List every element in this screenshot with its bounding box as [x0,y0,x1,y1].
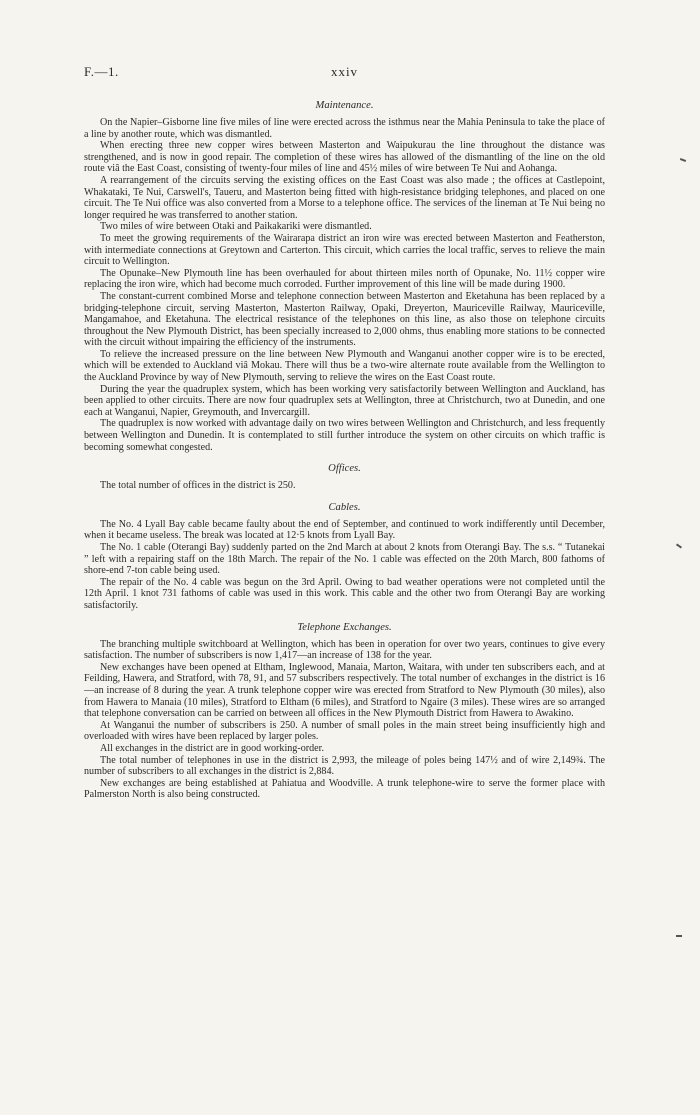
section-telephone-exchanges [84,621,605,801]
paragraph: A rearrangement of the circuits serving the existing offices on the East Coast was also made ; the offices at Castlepoint, Whakataki, Te Nui, Carswell's, Taueru, and Masterton being fitted with high-resistance bridging telephones, and placed on one circuit. The Te Nui office was also converted from a Morse to a telephone office. The services of the lineman at Te Nui being no longer required he was transferred to another station. [84,174,605,221]
section-maintenance [84,99,605,453]
paragraph: To relieve the increased pressure on the line between New Plymouth and Wanganui another copper wire is to be erected, which will be extended to Auckland viâ Mokau. There will thus be a two-wire alternate route available from the Wellington to the Auckland Province by way of New Plymouth, serving to relieve the wires on the East Coast route. [84,348,605,384]
paragraph: To meet the growing requirements of the Wairarapa district an iron wire was erected between Masterton and Featherston, with intermediate connections at Greytown and Carterton. This circuit, which carries the local traffic, serves to relieve the main circuit to Wellington. [84,232,605,268]
paragraph: The repair of the No. 4 cable was begun on the 3rd April. Owing to bad weather operations were not completed until the 12th April. 1 knot 731 fathoms of cable was used in this work. This cable and the other two from Oterangi Bay are working satisfactorily. [84,576,605,611]
page-number: xxiv [330,64,359,79]
section-cables [84,501,605,612]
section-heading: Maintenance. [315,100,374,111]
section-heading: Telephone Exchanges. [297,621,392,633]
section-heading: Cables. [328,501,361,513]
paragraph: During the year the quadruplex system, which has been working very satisfactorily between Wellington and Auckland, has been applied to other circuits. There are now four quadruplex sets at Wellington, three at Christchurch, two at Dunedin, and one each at Wanganui, Napier, Greymouth, and Invercargill. [84,383,605,418]
paragraph: Two miles of wire between Otaki and Paikakariki were dismantled. [100,221,372,233]
paragraph: The total number of telephones in use in the district is 2,993, the mileage of poles being 147½ and of wire 2,149¾. The number of subscribers to all exchanges in the district is 2,884. [84,754,605,778]
paragraph: New exchanges have been opened at Eltham, Inglewood, Manaia, Marton, Waitara, with under ten subscribers each, and at Feilding, Hawera, and Stratford, with 78, 91, and 57 subscribers respectively. The total number of exchanges in the district is 16—an increase of 8 during the year. A trunk telephone copper wire was erected from Stratford to New Plymouth (30 miles), also from Hawera to Manaia (10 miles), Stratford to Eltham (6 miles), and Stratford to Ngaire (3 miles). These wires are so arranged that telephone conversation can be carried on between all offices in the New Plymouth District from Hawera to Awakino. [84,661,605,720]
margin-mark [676,935,682,937]
paragraph: The constant-current combined Morse and telephone connection between Masterton and Eketahuna has been replaced by a bridging-telephone circuit, serving Masterton, Masterton Railway, Opaki, Dreyerton, Mauriceville Railway, Mauriceville, Mangamahoe, and Eketahuna. The electrical resistance of the telephones on this line, as also those on telephone circuits throughout the New Plymouth District, has been specially increased to 2,000 ohms, thus enabling more stations to be connected with the circuit without impairing the efficiency of the instruments. [84,290,605,349]
paragraph: The No. 4 Lyall Bay cable became faulty about the end of September, and continued to work indifferently until December, when it became useless. The break was located at 12·5 knots from Lyall Bay. [84,518,605,542]
section-offices [84,462,605,492]
paragraph: On the Napier–Gisborne line five miles of line were erected across the isthmus near the Mahia Peninsula to take the place of a line by another route, which was dismantled. [84,117,605,140]
paragraph: The quadruplex is now worked with advantage daily on two wires between Wellington and Christchurch, and less frequently between Wellington and Dunedin. It is contemplated to still further introduce the system on other circuits on which traffic is becoming somewhat congested. [84,418,605,453]
section-heading: Offices. [328,463,361,475]
document-reference: F.—1. [84,64,119,79]
paragraph: New exchanges are being established at Pahiatua and Woodville. A trunk telephone-wire to serve the former place with Palmerston North is also being constructed. [84,777,605,801]
paragraph: All exchanges in the district are in good working-order. [100,742,324,754]
page-header [84,64,605,82]
paragraph: The Opunake–New Plymouth line has been overhauled for about thirteen miles north of Opunake, No. 11½ copper wire replacing the iron wire, which had become much corroded. Further improvement of this line will be made during 1900. [84,267,605,291]
paragraph: At Wanganui the number of subscribers is 250. A number of small poles in the main street being insufficiently high and overloaded with wires have been replaced by larger poles. [84,719,605,743]
margin-mark [680,158,686,162]
paragraph: The branching multiple switchboard at Wellington, which has been in operation for over two years, continues to give every satisfaction. The number of subscribers is now 1,417—an increase of 138 for the year. [84,638,605,662]
paragraph: The total number of offices in the district is 250. [100,480,296,492]
paragraph: When erecting three new copper wires between Masterton and Waipukurau the line throughout the distance was strengthened, and is now in good repair. The completion of these wires has allowed of the dismantling of the line on the old route viâ the East Coast, consisting of twenty-four miles of line and 45½ miles of wire between Te Nui and Aohanga. [84,140,605,175]
document-body [84,96,605,801]
margin-mark [676,543,682,548]
paragraph: The No. 1 cable (Oterangi Bay) suddenly parted on the 2nd March at about 2 knots from Oterangi Bay. The s.s. “ Tutanekai ” left with a repairing staff on the 18th March. The repair of the No. 1 cable was effected on the 20th March, 800 fathoms of shore-end 7-ton cable being used. [84,542,605,577]
